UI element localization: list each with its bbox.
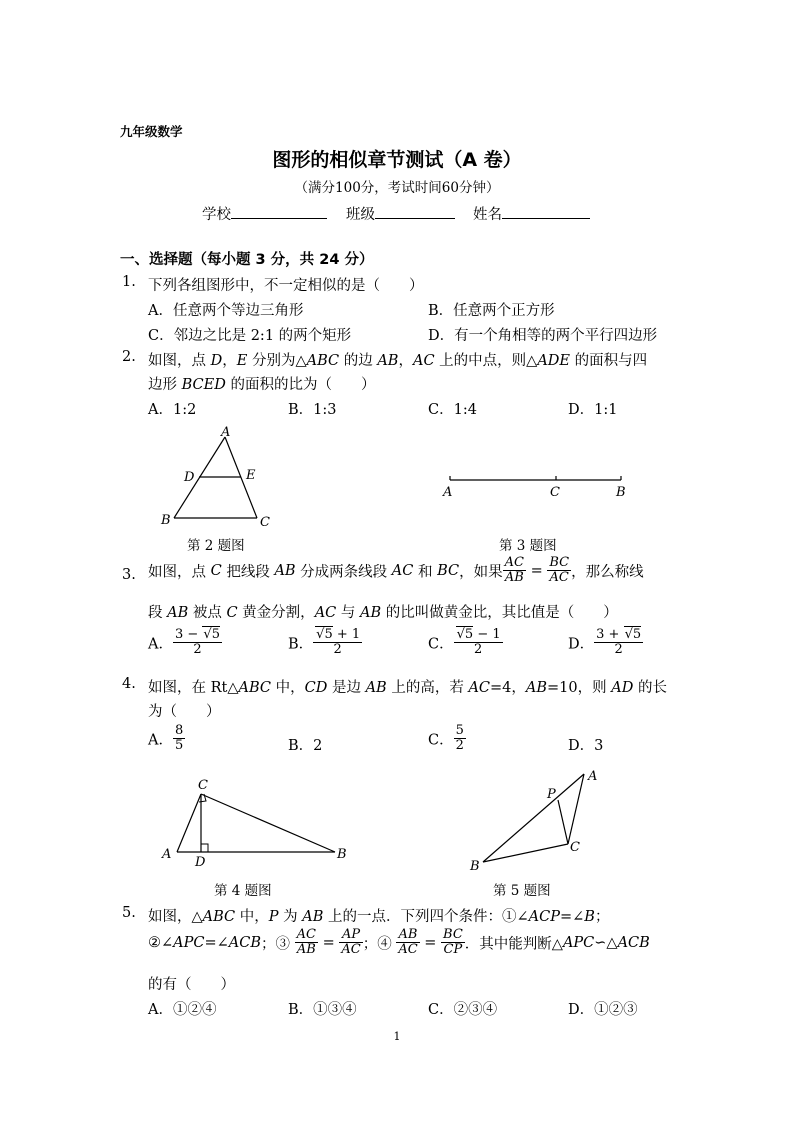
q3-caption: 第 3 题图 bbox=[499, 538, 557, 554]
q5-fraction-ap-ac: $\frac{AP}{AC}$ bbox=[341, 927, 361, 958]
q2-label-a: A bbox=[221, 425, 231, 440]
sqrt-sign: √5 bbox=[456, 627, 474, 642]
q3-option-a: A． $\frac{3 - √5}{2}$ bbox=[148, 627, 220, 658]
q2-label-d: D bbox=[184, 470, 195, 485]
q4-label-a: A bbox=[162, 847, 172, 862]
q4-caption: 第 4 题图 bbox=[214, 883, 272, 899]
q2-stem-line2: 边形 BCED 的面积的比为（ ） bbox=[148, 377, 376, 393]
school-field bbox=[202, 203, 327, 224]
q3-fraction-bc-ac: $\frac{BC}{AC}$ bbox=[549, 555, 570, 586]
q3-option-d: D． $\frac{3 + √5}{2}$ bbox=[568, 627, 642, 658]
page-title: 图形的相似章节测试（A 卷） bbox=[272, 149, 522, 171]
page-number: 1 bbox=[393, 1030, 401, 1043]
section-title: 一、选择题（每小题 3 分，共 24 分） bbox=[120, 252, 374, 268]
sqrt-sign: √5 bbox=[624, 627, 642, 642]
q4-stem-line2: 为（ ） bbox=[148, 704, 221, 720]
q5-option-d: D．①②③ bbox=[568, 1002, 638, 1018]
q2-option-c: C．1:4 bbox=[428, 402, 477, 418]
q5-stem-line1: 如图，△ABC 中，P 为 AB 上的一点．下列四个条件：①∠ACP=∠B； bbox=[148, 909, 610, 925]
q5-fraction-ab-ac: $\frac{AB}{AC}$ bbox=[398, 927, 418, 958]
sqrt-sign: √5 bbox=[316, 627, 333, 642]
school-blank bbox=[231, 204, 327, 219]
q4-side-ac bbox=[177, 794, 201, 852]
q3-stem-line2: 段 AB 被点 C 黄金分割，AC 与 AB 的比叫做黄金比，其比值是（ ） bbox=[148, 605, 618, 621]
q5-fraction-bc-cp: $\frac{BC}{CP}$ bbox=[443, 927, 463, 958]
q4-label-b: B bbox=[337, 847, 347, 862]
q4-option-b: B．2 bbox=[288, 738, 323, 754]
sqrt-sign: √5 bbox=[203, 627, 220, 642]
q5-label-a: A bbox=[588, 769, 598, 784]
q5-side-bc bbox=[483, 844, 568, 862]
q3-figure bbox=[440, 470, 630, 504]
q5-side-ab bbox=[483, 774, 584, 862]
q3-label-b: B bbox=[616, 485, 626, 500]
q2-label-e: E bbox=[246, 468, 256, 483]
name-label: 姓名 bbox=[473, 207, 502, 223]
q5-fraction-ac-ab: $\frac{AC}{AB}$ bbox=[296, 927, 316, 958]
grade-label: 九年级数学 bbox=[120, 124, 183, 139]
q4-label-d: D bbox=[195, 855, 206, 870]
q1-number: 1. bbox=[122, 274, 136, 290]
q3-option-b: B． $\frac{√5 + 1}{2}$ bbox=[288, 627, 361, 658]
q4-stem-line1: 如图，在 Rt△ABC 中，CD 是边 AB 上的高，若 AC=4，AB=10，则 AD 的长 bbox=[148, 680, 667, 696]
q5-caption: 第 5 题图 bbox=[493, 883, 551, 899]
q3-stem-line1: 如图，点 C 把线段 AB 分成两条线段 AC 和 BC，如果 $\frac{AC}{AB}$ = $\frac{BC}{AC}$ ，那么称线 bbox=[148, 555, 644, 586]
q3-number: 3. bbox=[122, 567, 136, 583]
q5-side-ac bbox=[568, 774, 584, 844]
q5-label-b: B bbox=[470, 859, 480, 874]
q5-option-a: A．①②④ bbox=[148, 1002, 217, 1018]
q1-option-d: D．有一个角相等的两个平行四边形 bbox=[428, 328, 658, 344]
q3-option-c: C． $\frac{√5 - 1}{2}$ bbox=[428, 627, 501, 658]
q1-option-b: B．任意两个正方形 bbox=[428, 303, 555, 319]
q2-caption: 第 2 题图 bbox=[187, 538, 245, 554]
q5-option-b: B．①③④ bbox=[288, 1002, 357, 1018]
q4-side-bc bbox=[201, 794, 335, 852]
q4-label-c: C bbox=[198, 778, 208, 793]
name-blank bbox=[502, 204, 590, 219]
class-blank bbox=[375, 204, 455, 219]
name-field bbox=[473, 203, 590, 224]
q5-figure bbox=[462, 762, 612, 877]
q2-option-a: A．1:2 bbox=[148, 402, 197, 418]
q1-stem: 下列各组图形中，不一定相似的是（ ） bbox=[148, 278, 424, 294]
q2-stem-line1: 如图，点 D，E 分别为△ABC 的边 AB，AC 上的中点，则△ADE 的面积与四 bbox=[148, 353, 648, 369]
q2-option-b: B．1:3 bbox=[288, 402, 337, 418]
q5-label-c: C bbox=[570, 840, 580, 855]
exam-subtitle: （满分100分，考试时间60分钟） bbox=[294, 180, 500, 196]
q1-option-a: A．任意两个等边三角形 bbox=[148, 303, 304, 319]
class-field bbox=[346, 203, 455, 224]
q4-option-d: D．3 bbox=[568, 738, 604, 754]
q2-label-c: C bbox=[260, 515, 270, 530]
q4-option-a: A． $\frac{8}{5}$ bbox=[148, 723, 184, 754]
q3-label-c: C bbox=[550, 485, 560, 500]
q3-fraction-ac-ab: $\frac{AC}{AB}$ bbox=[504, 555, 524, 586]
class-label: 班级 bbox=[346, 207, 375, 223]
q2-label-b: B bbox=[161, 513, 171, 528]
q4-option-c: C． $\frac{5}{2}$ bbox=[428, 723, 464, 754]
q2-option-d: D．1:1 bbox=[568, 402, 618, 418]
q4-right-angle-d bbox=[201, 844, 208, 852]
q2-figure bbox=[150, 420, 280, 532]
q3-label-a: A bbox=[443, 485, 453, 500]
q5-stem-line3: 的有（ ） bbox=[148, 977, 235, 993]
q5-option-c: C．②③④ bbox=[428, 1002, 498, 1018]
q1-option-c: C．邻边之比是 2:1 的两个矩形 bbox=[148, 328, 352, 344]
q5-number: 5. bbox=[122, 905, 136, 921]
q5-label-p: P bbox=[547, 787, 556, 802]
school-label: 学校 bbox=[202, 207, 231, 223]
q4-number: 4. bbox=[122, 676, 136, 692]
q5-segment-pc bbox=[558, 800, 568, 844]
q5-stem-line2: ②∠APC=∠ACB；③ $\frac{AC}{AB}$ = $\frac{AP}{AC}$ ；④ $\frac{AB}{AC}$ = $\frac{BC}{CP}$ ．其中能判断△APC∽△ACB bbox=[148, 927, 650, 958]
q4-figure bbox=[155, 772, 355, 872]
q2-number: 2. bbox=[122, 349, 136, 365]
